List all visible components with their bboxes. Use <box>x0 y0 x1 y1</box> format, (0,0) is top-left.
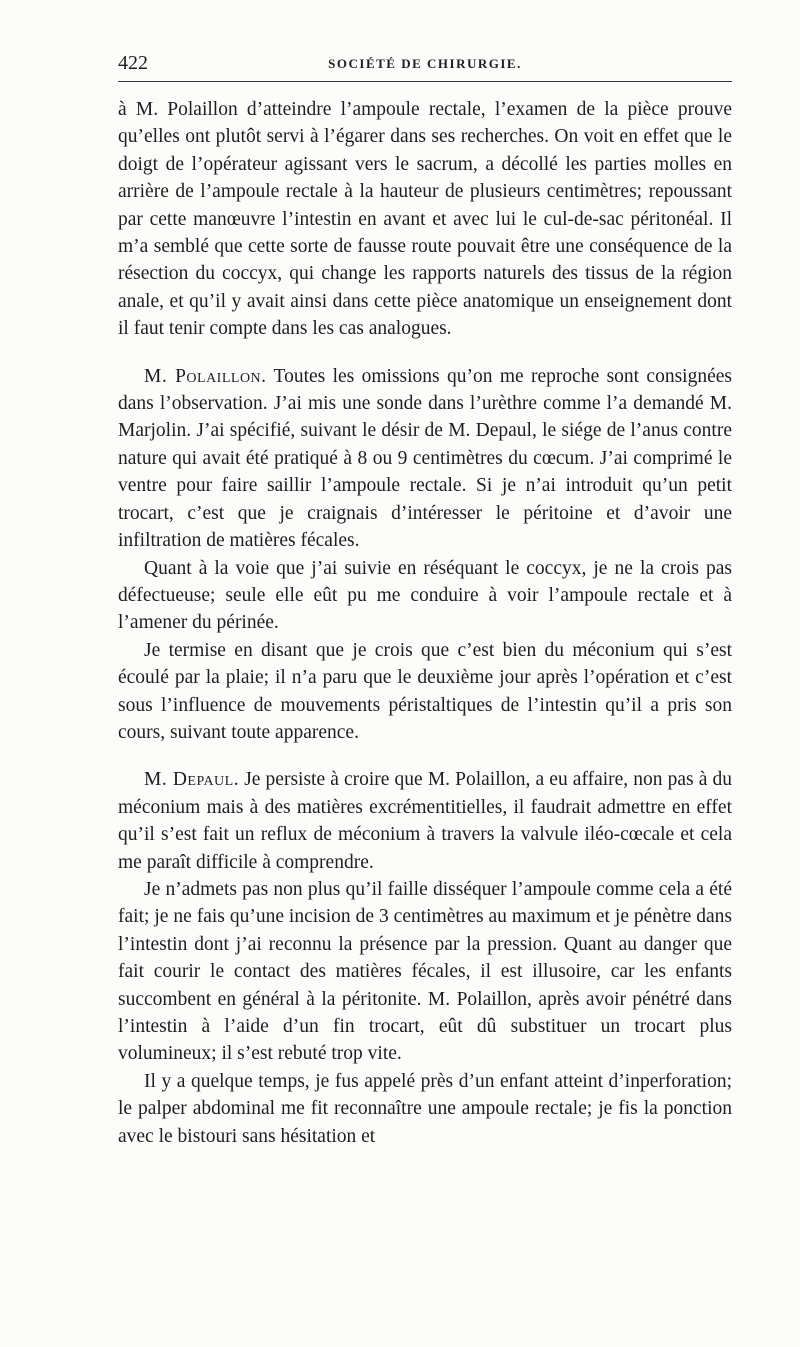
paragraph-text: Toutes les omissions qu’on me reproche sont consignées dans l’observation. J’ai mis une sonde dans l’urèthre comme l’a demandé M. Marjolin. J’ai spécifié, suivant le désir de M. Depaul, le siége de l’anus contre nature qui avait été pratiqué à 8 ou 9 centimètres du cœcum. J’ai comprimé le ventre pour faire saillir l’ampoule rectale. Si je n’ai introduit qu’un petit trocart, c’est que je craignais d’intéresser le péritoine et d’avoir une infiltration de matières fécales. <box>118 365 732 552</box>
paragraph-text: à M. Polaillon d’atteindre l’ampoule rectale, l’examen de la pièce prouve qu’elles ont plutôt servi à l’égarer dans ses recherches. On voit en effet que le doigt de l’opérateur agissant vers le sacrum, a décollé les parties molles en arrière de l’ampoule rectale à la hauteur de plusieurs centimètres; repoussant par cette manœuvre l’intestin en avant et avec lui le cul-de-sac péritonéal. Il m’a semblé que cette sorte de fausse route pouvait être une conséquence de la résection du coccyx, qui change les rapports naturels des tissus de la région anale, et qu’il y avait ainsi dans cette pièce anatomique un enseignement dont il faut tenir compte dans les cas analogues. <box>118 99 732 340</box>
paragraph-continuation <box>118 96 732 343</box>
paragraph-text: Je persiste à croire que M. Polaillon, a eu affaire, non pas à du méconium mais à des matières excrémentitielles, il faudrait admettre en effet qu’il s’est fait un reflux de méconium à travers la valvule iléo-cœcale et cela me paraît difficile à comprendre. <box>118 769 732 873</box>
paragraph-text: Quant à la voie que j’ai suivie en réséquant le coccyx, je ne la crois pas défectueuse; seule elle eût pu me conduire à voir l’ampoule rectale et à l’amener du périnée. <box>118 557 732 634</box>
paragraph-polaillon <box>118 363 732 555</box>
body-text <box>118 96 732 1150</box>
paragraph <box>118 555 732 637</box>
paragraph <box>118 876 732 1068</box>
header-rule <box>118 81 732 82</box>
paragraph-depaul <box>118 766 732 876</box>
paragraph <box>118 637 732 747</box>
paragraph <box>118 1068 732 1150</box>
running-header <box>118 50 732 76</box>
paragraph-text: Je termise en disant que je crois que c’est bien du méconium qui s’est écoulé par la plaie; il n’a paru que le deuxième jour après l’opération et c’est sous l’influence de mouvements péristaltiques de l’intestin qu’il a pris son cours, suivant toute apparence. <box>118 639 732 743</box>
running-title: SOCIÉTÉ DE CHIRURGIE. <box>328 56 522 71</box>
paragraph-text: Il y a quelque temps, je fus appelé près d’un enfant atteint d’inperforation; le palper abdominal me fit reconnaître une ampoule rectale; je fis la ponction avec le bistouri sans hésitation et <box>118 1070 732 1147</box>
paragraph-text: Je n’admets pas non plus qu’il faille disséquer l’ampoule comme cela a été fait; je ne fais qu’une incision de 3 centimètres au maximum et je pénètre dans l’intestin dont j’ai reconnu la présence par la pression. Quant au danger que fait courir le contact des matières fécales, il est illusoire, car les enfants succombent en général à la péritonite. M. Polaillon, après avoir pénétré dans l’intestin à l’aide d’un fin trocart, eût dû substituer un trocart plus volumineux; il s’est rebuté trop vite. <box>118 878 732 1065</box>
page-number: 422 <box>118 52 148 74</box>
speaker-name: M. Depaul. <box>144 769 240 791</box>
speaker-name: M. Polaillon. <box>144 365 267 387</box>
